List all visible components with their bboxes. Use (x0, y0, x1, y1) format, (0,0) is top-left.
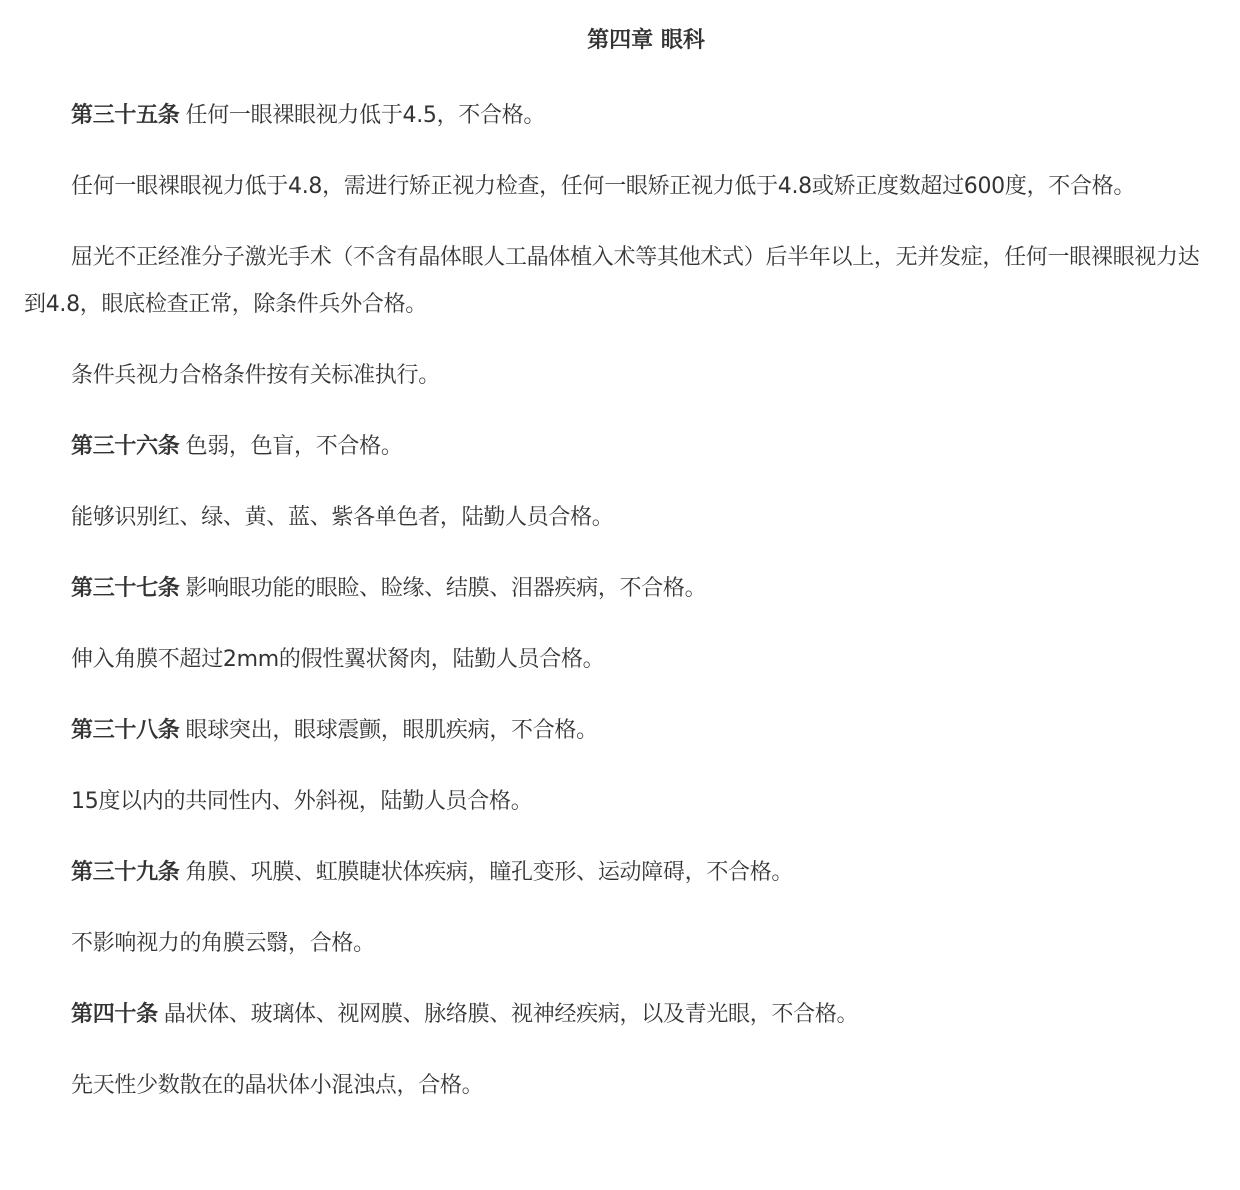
paragraph (24, 1062, 1216, 1109)
paragraph-article-39 (24, 849, 1216, 896)
paragraph-article-40 (24, 991, 1216, 1038)
paragraph-article-37 (24, 565, 1216, 612)
paragraph (24, 636, 1216, 683)
paragraph (24, 352, 1216, 399)
article-number: 第三十九条 (71, 860, 180, 885)
paragraph (24, 920, 1216, 967)
paragraph-article-35 (24, 92, 1216, 139)
paragraph-text: 不影响视力的角膜云翳，合格。 (71, 931, 375, 956)
article-number: 第三十七条 (71, 576, 180, 601)
paragraph-text: 影响眼功能的眼睑、睑缘、结膜、泪器疾病，不合格。 (185, 576, 707, 601)
article-number: 第三十八条 (71, 718, 180, 743)
article-number: 第三十六条 (71, 434, 180, 459)
paragraph (24, 163, 1216, 210)
paragraph-text: 角膜、巩膜、虹膜睫状体疾病，瞳孔变形、运动障碍，不合格。 (185, 860, 794, 885)
document-body (0, 26, 1240, 1109)
paragraph-text: 伸入角膜不超过2mm的假性翼状胬肉，陆勤人员合格。 (71, 647, 605, 672)
paragraph-text: 能够识别红、绿、黄、蓝、紫各单色者，陆勤人员合格。 (71, 505, 614, 530)
paragraph-text: 眼球突出，眼球震颤，眼肌疾病，不合格。 (185, 718, 598, 743)
article-number: 第四十条 (71, 1002, 158, 1027)
paragraph-text: 先天性少数散在的晶状体小混浊点，合格。 (71, 1073, 484, 1098)
paragraph-text: 屈光不正经准分子激光手术（不含有晶体眼人工晶体植入术等其他术式）后半年以上，无并发症，任何一眼裸眼视力达到4.8，眼底检查正常，除条件兵外合格。 (24, 245, 1200, 317)
paragraph-article-38 (24, 707, 1216, 754)
chapter-title: 第四章 眼科 (587, 28, 705, 53)
paragraph-article-36 (24, 423, 1216, 470)
paragraph-text: 15度以内的共同性内、外斜视，陆勤人员合格。 (71, 789, 533, 814)
paragraph (24, 234, 1216, 328)
paragraph-text: 任何一眼裸眼视力低于4.5，不合格。 (185, 103, 546, 128)
paragraph-text: 条件兵视力合格条件按有关标准执行。 (71, 363, 440, 388)
paragraph-text: 晶状体、玻璃体、视网膜、脉络膜、视神经疾病，以及青光眼，不合格。 (163, 1002, 859, 1027)
paragraph-text: 任何一眼裸眼视力低于4.8，需进行矫正视力检查，任何一眼矫正视力低于4.8或矫正度数超过600度，不合格。 (71, 174, 1136, 199)
article-number: 第三十五条 (71, 103, 180, 128)
paragraph-text: 色弱，色盲，不合格。 (185, 434, 403, 459)
paragraph (24, 778, 1216, 825)
paragraph (24, 494, 1216, 541)
